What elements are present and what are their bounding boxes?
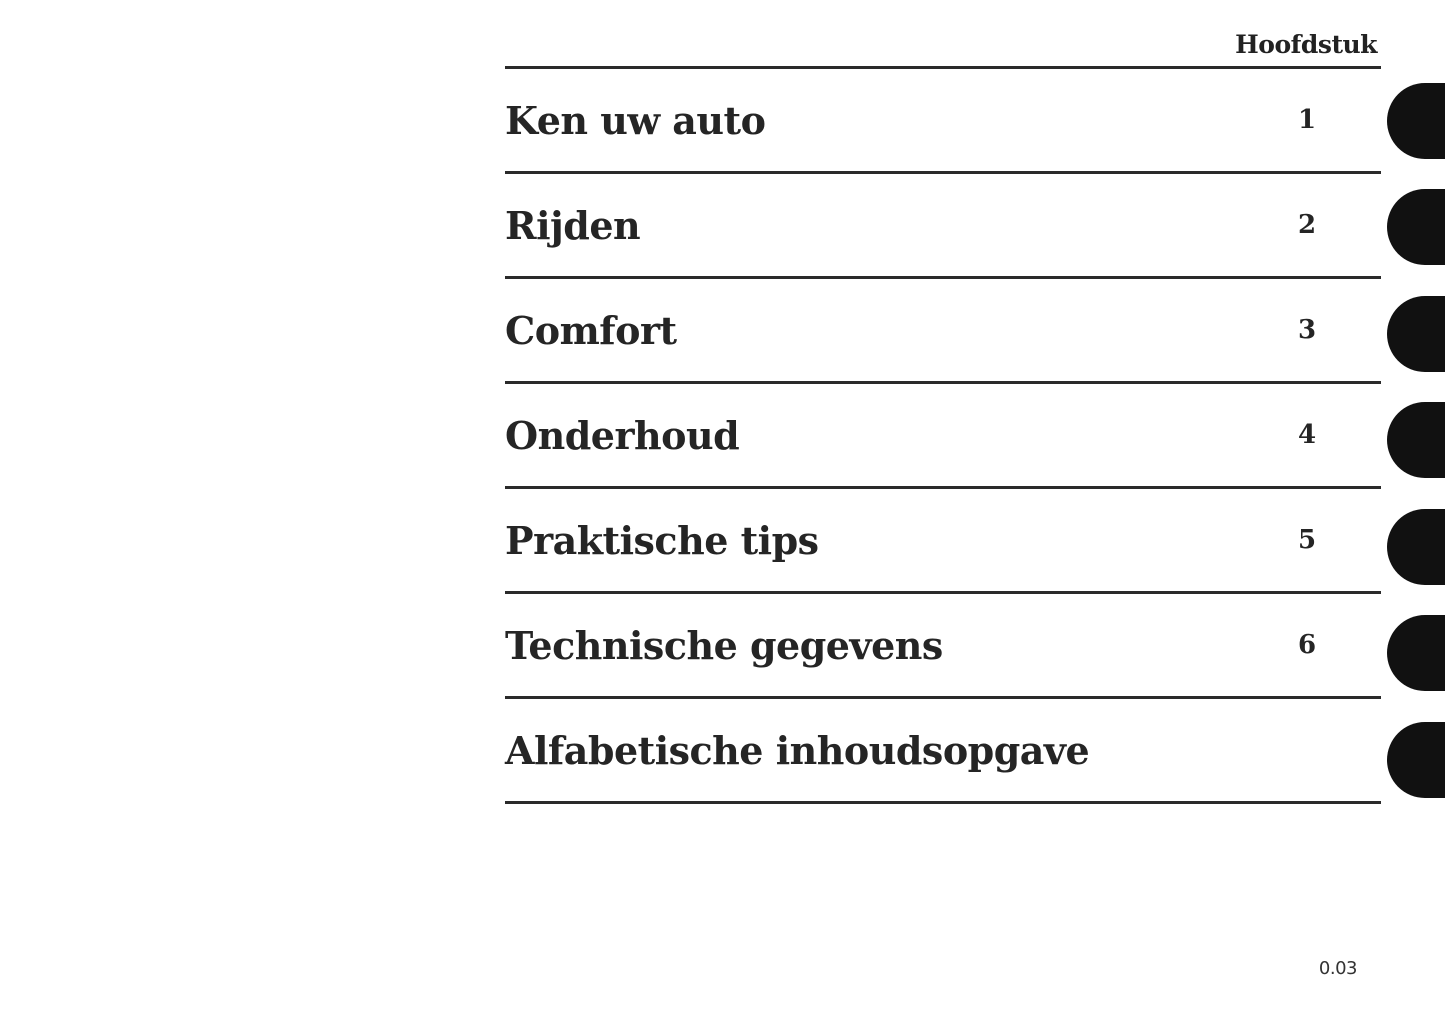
chapter-number: 1 bbox=[1297, 105, 1317, 135]
toc-row-2[interactable] bbox=[505, 174, 1381, 276]
toc-row-5[interactable] bbox=[505, 489, 1381, 591]
thumb-tab-1[interactable] bbox=[1387, 83, 1445, 159]
chapter-title[interactable]: Alfabetische inhoudsopgave bbox=[505, 727, 1090, 773]
thumb-tab-7[interactable] bbox=[1387, 722, 1445, 798]
chapter-title[interactable]: Comfort bbox=[505, 307, 677, 353]
chapter-number: 6 bbox=[1297, 630, 1317, 660]
toc-row-7[interactable] bbox=[505, 699, 1381, 801]
thumb-tab-2[interactable] bbox=[1387, 189, 1445, 265]
toc-row-4[interactable] bbox=[505, 384, 1381, 486]
thumb-tab-3[interactable] bbox=[1387, 296, 1445, 372]
chapter-title[interactable]: Rijden bbox=[505, 202, 641, 248]
thumb-tab-5[interactable] bbox=[1387, 509, 1445, 585]
thumb-tab-4[interactable] bbox=[1387, 402, 1445, 478]
toc-row-6[interactable] bbox=[505, 594, 1381, 696]
page-number: 0.03 bbox=[1318, 958, 1357, 979]
toc-row-3[interactable] bbox=[505, 279, 1381, 381]
chapter-title[interactable]: Onderhoud bbox=[505, 412, 740, 458]
divider bbox=[505, 801, 1381, 804]
chapter-number: 3 bbox=[1297, 315, 1317, 345]
chapter-title[interactable]: Technische gegevens bbox=[505, 622, 943, 668]
chapter-number: 4 bbox=[1297, 420, 1317, 450]
chapter-number: 2 bbox=[1297, 210, 1317, 240]
toc-row-1[interactable] bbox=[505, 69, 1381, 171]
chapter-title[interactable]: Praktische tips bbox=[505, 517, 819, 563]
table-of-contents bbox=[505, 66, 1381, 804]
chapter-number: 5 bbox=[1297, 525, 1317, 555]
chapter-heading-label: Hoofdstuk bbox=[1235, 30, 1377, 59]
thumb-tab-6[interactable] bbox=[1387, 615, 1445, 691]
chapter-title[interactable]: Ken uw auto bbox=[505, 97, 766, 143]
